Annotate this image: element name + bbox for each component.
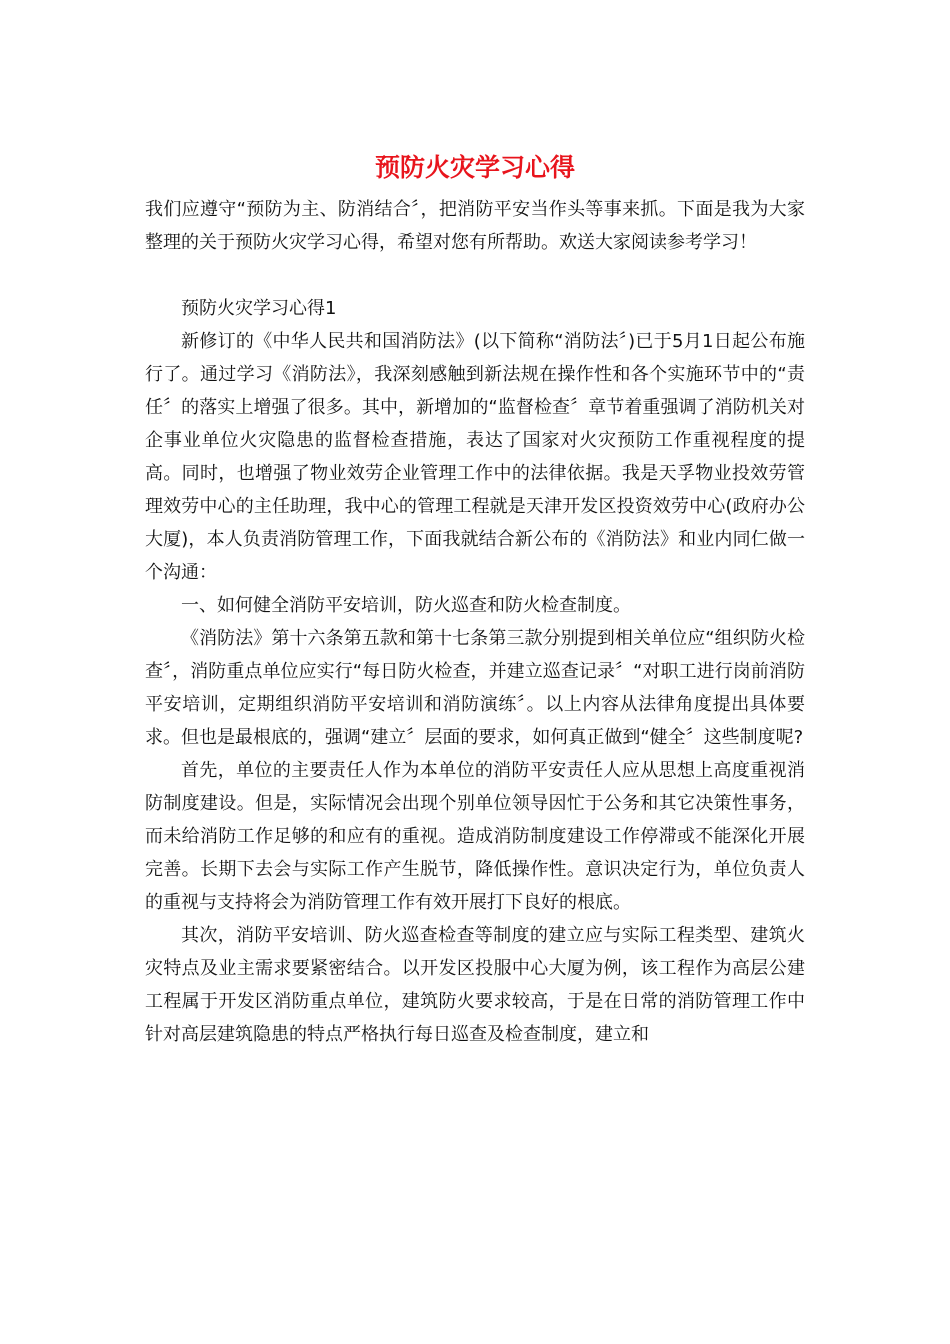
body-paragraph: 其次，消防平安培训、防火巡查检查等制度的建立应与实际工程类型、建筑火灾特点及业主需求要紧密结合。以开发区投服中心大厦为例，该工程作为高层公建工程属于开发区消防重点单位，建筑防火要求较高，于是在日常的消防管理工作中针对高层建筑隐患的特点严格执行每日巡查及检查制度，建立和 bbox=[145, 925, 805, 1045]
body-paragraph: 一、如何健全消防平安培训，防火巡查和防火检查制度。 bbox=[181, 595, 631, 616]
body-paragraph: 新修订的《中华人民共和国消防法》(以下简称“消防法〞)已于5月1日起公布施行了。通过学习《消防法》，我深刻感触到新法规在操作性和各个实施环节中的“责任〞的落实上增强了很多。其中，新增加的“监督检查〞章节着重强调了消防机关对企事业单位火灾隐患的监督检查措施，表达了国家对火灾预防工作重视程度的提高。同时，也增强了物业效劳企业管理工作中的法律依据。我是天孚物业投效劳管理效劳中心的主任助理，我中心的管理工程就是天津开发区投资效劳中心(政府办公大厦)，本人负责消防管理工作，下面我就结合新公布的《消防法》和业内同仁做一个沟通： bbox=[145, 331, 805, 583]
section-heading: 预防火灾学习心得1 bbox=[181, 298, 337, 319]
document-title: 预防火灾学习心得 bbox=[374, 153, 575, 182]
document-body bbox=[145, 193, 805, 1051]
body-paragraph: 《消防法》第十六条第五款和第十七条第三款分别提到相关单位应“组织防火检查〞，消防重点单位应实行“每日防火检查，并建立巡查记录〞“对职工进行岗前消防平安培训，定期组织消防平安培训和消防演练〞。以上内容从法律角度提出具体要求。但也是最根底的，强调“建立〞层面的要求，如何真正做到“健全〞这些制度呢? bbox=[145, 628, 805, 748]
intro-paragraph: 我们应遵守“预防为主、防消结合〞，把消防平安当作头等事来抓。下面是我为大家整理的关于预防火灾学习心得，希望对您有所帮助。欢送大家阅读参考学习！ bbox=[145, 199, 805, 253]
body-paragraph: 首先，单位的主要责任人作为本单位的消防平安责任人应从思想上高度重视消防制度建设。但是，实际情况会出现个别单位领导因忙于公务和其它决策性事务，而未给消防工作足够的和应有的重视。造成消防制度建设工作停滞或不能深化开展完善。长期下去会与实际工作产生脱节，降低操作性。意识决定行为，单位负责人的重视与支持将会为消防管理工作有效开展打下良好的根底。 bbox=[145, 760, 805, 913]
